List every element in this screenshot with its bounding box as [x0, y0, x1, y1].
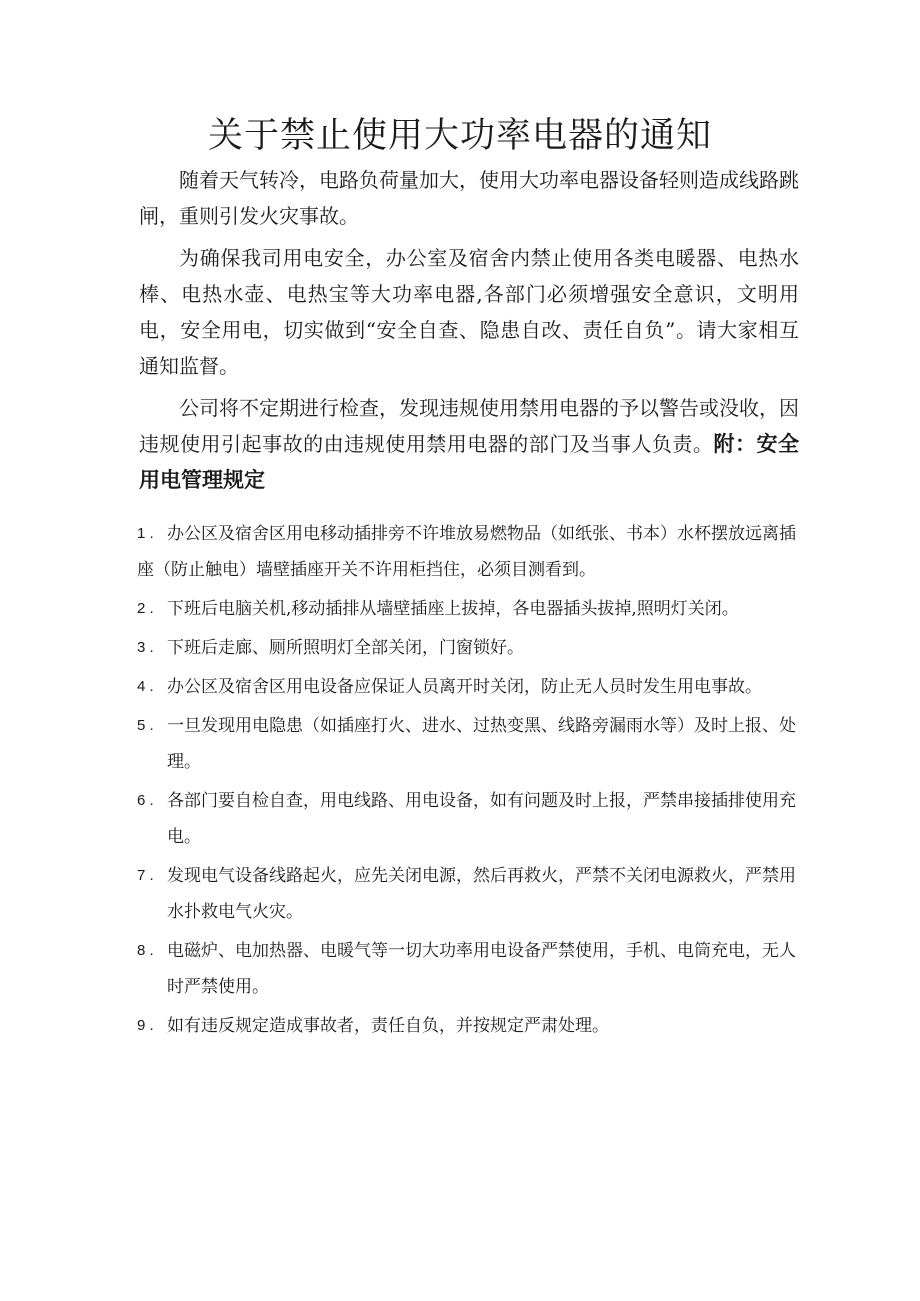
document-title: 关于禁止使用大功率电器的通知: [207, 116, 712, 156]
rule-text: 下班后走廊、厕所照明灯全部关闭，门窗锁好。: [167, 638, 524, 658]
paragraph-inspection-text: 公司将不定期进行检查，发现违规使用禁用电器的予以警告或没收，因违规使用引起事故的由违规使用禁用电器的部门及当事人负责。: [139, 396, 799, 456]
paragraph-inspection: [139, 390, 799, 498]
paragraph-safety: 为确保我司用电安全，办公室及宿舍内禁止使用各类电暖器、电热水棒、电热水壶、电热宝等大功率电器,各部门必须增强安全意识，文明用电，安全用电，切实做到“安全自查、隐患自改、责任自负”。请大家相互通知监督。: [139, 246, 799, 378]
rule-text: 发现电气设备线路起火，应先关闭电源，然后再救火，严禁不关闭电源救火，严禁用水扑救电气火灾。: [167, 866, 796, 922]
rule-item-2: [137, 591, 797, 627]
rule-number: 2 .: [137, 600, 154, 617]
rule-item-1: [137, 516, 797, 588]
rule-number: 1 .: [137, 525, 154, 542]
rule-number: 6 .: [137, 792, 154, 809]
rule-number: 5 .: [137, 717, 154, 734]
rule-number: 9 .: [137, 1017, 154, 1034]
paragraph-weather: 随着天气转冷，电路负荷量加大，使用大功率电器设备轻则造成线路跳闸，重则引发火灾事故。: [139, 168, 799, 228]
rule-item-9: [137, 1008, 797, 1044]
rule-item-6: [137, 783, 797, 855]
rule-number: 8 .: [137, 942, 154, 959]
rule-item-4: [137, 669, 797, 705]
rule-text: 一旦发现用电隐患（如插座打火、进水、过热变黑、线路旁漏雨水等）及时上报、处理。: [167, 716, 796, 772]
rule-item-8: [137, 933, 797, 1005]
rule-item-5: [137, 708, 797, 780]
rule-text: 各部门要自检自查，用电线路、用电设备，如有问题及时上报，严禁串接插排使用充电。: [167, 791, 796, 847]
rule-text: 下班后电脑关机,移动插排从墙壁插座上拔掉，各电器插头拔掉,照明灯关闭。: [167, 599, 739, 619]
attachment-heading: 附：安全用电管理规定: [139, 432, 800, 492]
rule-item-3: [137, 630, 797, 666]
rule-text: 电磁炉、电加热器、电暖气等一切大功率用电设备严禁使用，手机、电筒充电，无人时严禁使用。: [167, 941, 796, 997]
rules-list: [137, 516, 797, 1047]
rule-text: 办公区及宿舍区用电设备应保证人员离开时关闭，防止无人员时发生用电事故。: [167, 677, 762, 697]
rule-number: 7 .: [137, 867, 154, 884]
rule-text: 办公区及宿舍区用电移动插排旁不许堆放易燃物品（如纸张、书本）水杯摆放远离插座（防止触电）墙壁插座开关不许用柜挡住，必须目测看到。: [137, 524, 796, 580]
rule-text: 如有违反规定造成事故者，责任自负，并按规定严肃处理。: [167, 1016, 609, 1036]
rule-item-7: [137, 858, 797, 930]
rule-number: 3 .: [137, 639, 154, 656]
rule-number: 4 .: [137, 678, 154, 695]
